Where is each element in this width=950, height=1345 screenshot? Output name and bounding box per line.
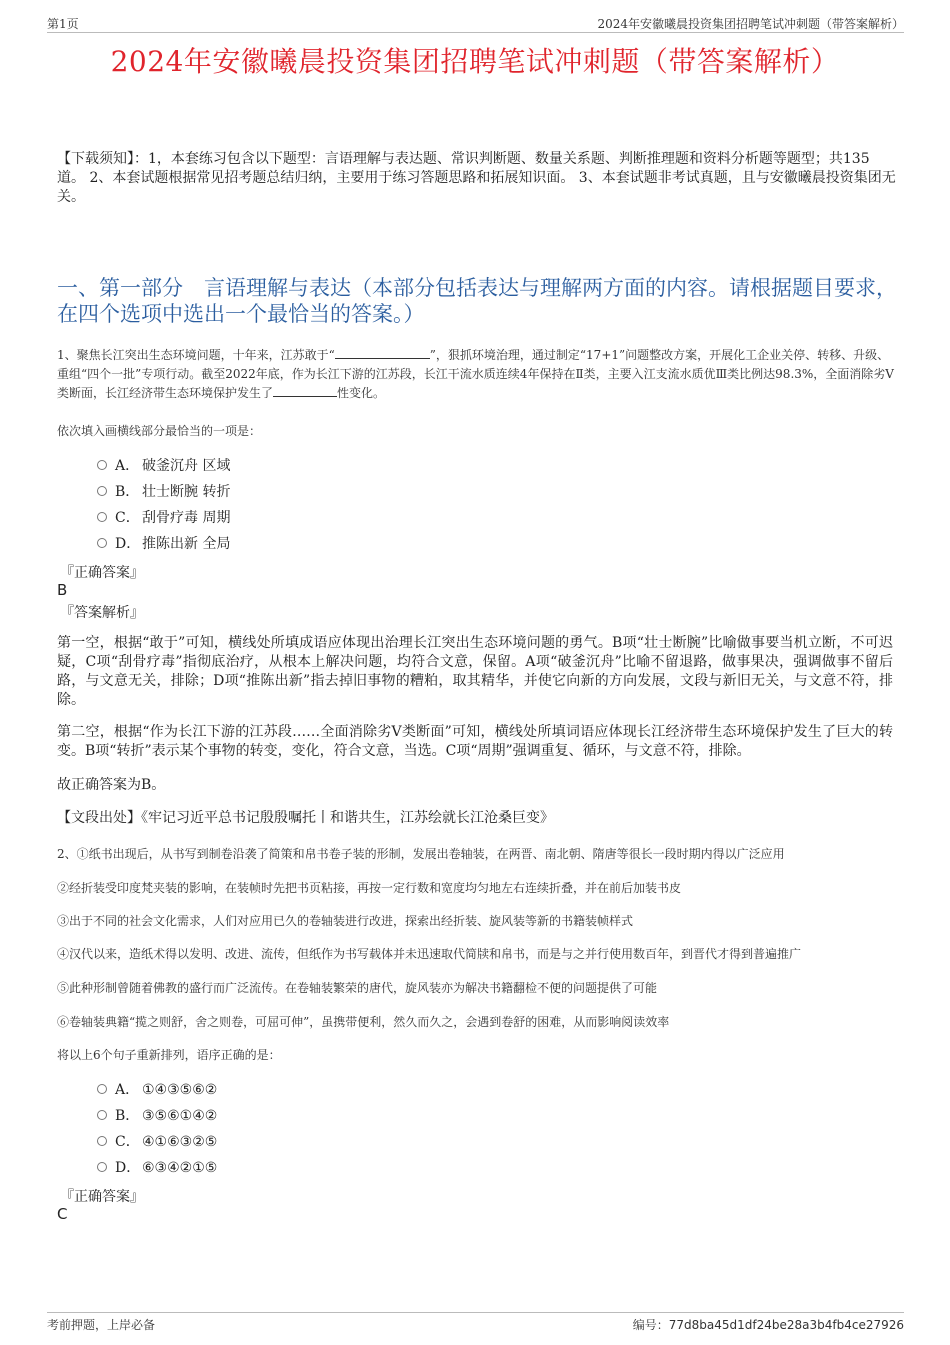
document-code xyxy=(633,1316,904,1333)
analysis-label: 『答案解析』 xyxy=(60,605,144,621)
correct-answer: B xyxy=(57,581,68,599)
option-a[interactable]: A． ①④③⑤⑥② xyxy=(97,1077,217,1103)
code-label: 编号： xyxy=(632,1318,669,1332)
option-b[interactable]: B． 壮士断腕 转折 xyxy=(97,479,230,505)
question-2-line-5: ⑤此种形制曾随着佛教的盛行而广泛流传。在卷轴装繁荣的唐代，旋风装亦为解决书籍翻检不便的问题提供了可能 xyxy=(57,981,658,995)
radio-icon[interactable] xyxy=(97,538,107,548)
question-1-prompt: 依次填入画横线部分最恰当的一项是： xyxy=(57,424,262,438)
question-2-line-6: ⑥卷轴装典籍“揽之则舒，舍之则卷，可屈可伸”，虽携带便利，然久而久之，会遇到卷舒的困难，从而影响阅读效率 xyxy=(57,1015,670,1029)
option-a[interactable]: A． 破釜沉舟 区域 xyxy=(97,453,230,479)
question-1-part-c: 性变化。 xyxy=(337,386,386,400)
radio-icon[interactable] xyxy=(97,1162,107,1172)
question-2-line-2: ②经折装受印度梵夹装的影响，在装帧时先把书页粘接，再按一定行数和宽度均匀地左右连续折叠，并在前后加装书皮 xyxy=(57,881,682,895)
header-doc-title: 2024年安徽曦晨投资集团招聘笔试冲刺题（带答案解析） xyxy=(597,17,904,31)
radio-icon[interactable] xyxy=(97,486,107,496)
question-2-options xyxy=(97,1077,217,1181)
question-1-text xyxy=(57,346,897,403)
page-header xyxy=(47,12,904,33)
source-citation: 【文段出处】《牢记习近平总书记殷殷嘱托丨和谐共生，江苏绘就长江沧桑巨变》 xyxy=(57,810,554,826)
radio-icon[interactable] xyxy=(97,1110,107,1120)
question-2-prompt: 将以上6个句子重新排列，语序正确的是： xyxy=(57,1048,281,1062)
correct-answer-label: 『正确答案』 xyxy=(60,1189,144,1205)
download-notice: 【下载须知】：1，本套练习包含以下题型：言语理解与表达题、常识判断题、数量关系题、判断推理题和资料分析题等题型；共135道。 2、本套试题根据常见招考题总结归纳，主要用于练习答题思路和拓展知识面。 3、本套试题非考试真题，且与安徽曦晨投资集团无关。 xyxy=(57,151,896,205)
document-title: 2024年安徽曦晨投资集团招聘笔试冲刺题（带答案解析） xyxy=(110,45,840,78)
question-1-part-b: ”，狠抓环境治理，通过制定“17+1”问题整改方案，开展化工企业关停、转移、升级、重组“四个一批”专项行动。截至2022年底，作为长江下游的江苏段，长江干流水质连续4年保持在Ⅱ类，主要入江支流水质优Ⅲ类比例达98.3%，全面消除劣Ⅴ类断面，长江经济带生态环境保护发生了 xyxy=(57,348,894,400)
fill-blank-2 xyxy=(273,385,337,397)
question-1-part-a: 1、聚焦长江突出生态环境问题，十年来，江苏敢于“ xyxy=(57,348,335,362)
analysis-paragraph-2: 第二空，根据“作为长江下游的江苏段……全面消除劣V类断面”可知，横线处所填词语应体现长江经济带生态环境保护发生了巨大的转变。B项“转折”表示某个事物的转变，变化，符合文意，当选。C项“周期”强调重复、循环，与文意不符，排除。 xyxy=(57,724,893,759)
page-footer xyxy=(47,1312,904,1333)
analysis-conclusion: 故正确答案为B。 xyxy=(57,777,166,793)
correct-answer: C xyxy=(57,1205,68,1223)
question-2-line-4: ④汉代以来，造纸术得以发明、改进、流传，但纸作为书写载体并未迅速取代简牍和帛书，而是与之并行使用数百年，到晋代才得到普遍推广 xyxy=(57,947,802,961)
question-2-line-1: 2、①纸书出现后，从书写到制卷沿袭了简策和帛书卷子装的形制，发展出卷轴装，在两晋、南北朝、隋唐等很长一段时期内得以广泛应用 xyxy=(57,847,785,861)
radio-icon[interactable] xyxy=(97,460,107,470)
option-c[interactable]: C． ④①⑥③②⑤ xyxy=(97,1129,217,1155)
option-b[interactable]: B． ③⑤⑥①④② xyxy=(97,1103,217,1129)
page-number: 第1页 xyxy=(47,17,79,31)
question-1-options xyxy=(97,453,230,557)
option-d[interactable]: D． ⑥③④②①⑤ xyxy=(97,1155,217,1181)
radio-icon[interactable] xyxy=(97,512,107,522)
footer-slogan: 考前押题，上岸必备 xyxy=(47,1318,156,1332)
option-c[interactable]: C． 刮骨疗毒 周期 xyxy=(97,505,230,531)
radio-icon[interactable] xyxy=(97,1136,107,1146)
analysis-paragraph-1: 第一空，根据“敢于”可知，横线处所填成语应体现出治理长江突出生态环境问题的勇气。B项“壮士断腕”比喻做事要当机立断，不可迟疑，C项“刮骨疗毒”指彻底治疗，从根本上解决问题，均符合文意，保留。A项“破釜沉舟”比喻不留退路，做事果决，强调做事不留后路，与文意无关，排除；D项“推陈出新”指去掉旧事物的糟粕，取其精华，并使它向新的方向发展，文段与新旧无关，与文意不符，排除。 xyxy=(57,635,893,708)
option-d[interactable]: D． 推陈出新 全局 xyxy=(97,531,230,557)
section-heading: 一、第一部分 言语理解与表达（本部分包括表达与理解两方面的内容。请根据题目要求，在四个选项中选出一个最恰当的答案。） xyxy=(57,276,897,326)
question-2-line-3: ③出于不同的社会文化需求，人们对应用已久的卷轴装进行改进，探索出经折装、旋风装等新的书籍装帧样式 xyxy=(57,914,634,928)
radio-icon[interactable] xyxy=(97,1084,107,1094)
fill-blank-1 xyxy=(335,347,430,359)
code-value: 77d8ba45d1df24be28a3b4fb4ce27926 xyxy=(668,1318,904,1332)
correct-answer-label: 『正确答案』 xyxy=(60,565,144,581)
